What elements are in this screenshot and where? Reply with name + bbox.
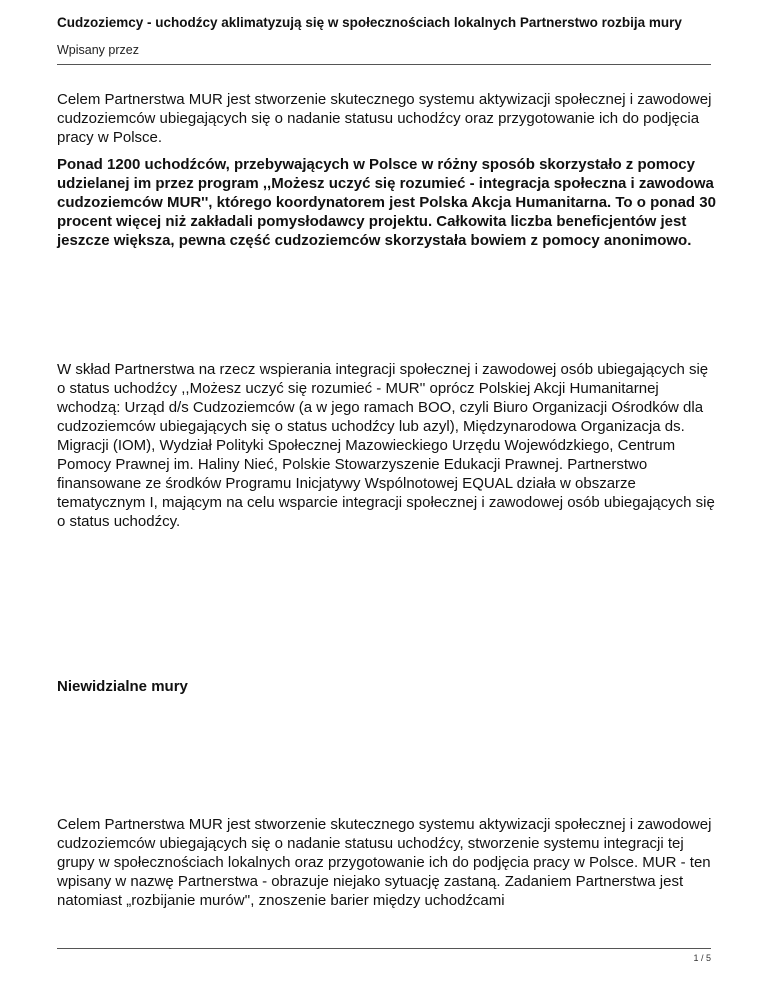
footer-divider: [57, 948, 711, 949]
page-number: 1 / 5: [693, 953, 711, 963]
goal-paragraph: Celem Partnerstwa MUR jest stworzenie skutecznego systemu aktywizacji społecznej i zawodowej cudzoziemców ubiegających się o nadanie statusu uchodźcy, stworzenie systemu integracji tej grupy w społecznościach lokalnych oraz przygotowanie ich do podjęcia pracy w Polsce. MUR - ten wpisany w nazwę Partnerstwa - obrazuje niejako sytuację zastaną. Zadaniem Partnerstwa jest natomiast „rozbijanie murów'', znoszenie barier między uchodźcami: [57, 816, 712, 909]
page-title: Cudzoziemcy - uchodźcy aklimatyzują się w społecznościach lokalnych Partnerstwo rozbija mury: [57, 15, 682, 30]
section-heading: Niewidzialne mury: [57, 678, 188, 695]
header-divider: [57, 64, 711, 65]
intro-paragraph: Celem Partnerstwa MUR jest stworzenie skutecznego systemu aktywizacji społecznej i zawodowej cudzoziemców ubiegających się o nadanie statusu uchodźcy oraz przygotowanie ich do podjęcia pracy w Polsce.: [57, 91, 712, 146]
lead-paragraph: Ponad 1200 uchodźców, przebywających w Polsce w różny sposób skorzystało z pomocy udzielanej im przez program ,,Możesz uczyć się rozumieć - integracja społeczna i zawodowa cudzoziemców MUR'', którego koordynatorem jest Polska Akcja Humanitarna. To o ponad 30 procent więcej niż zakładali pomysłodawcy projektu. Całkowita liczba beneficjentów jest jeszcze większa, pewna część cudzoziemców skorzystała bowiem z pomocy anonimowo.: [57, 156, 716, 249]
partnership-paragraph: W skład Partnerstwa na rzecz wspierania integracji społecznej i zawodowej osób ubiegających się o status uchodźcy ,,Możesz uczyć się rozumieć - MUR'' oprócz Polskiej Akcji Humanitarnej wchodzą: Urząd d/s Cudzoziemców (a w jego ramach BOO, czyli Biuro Organizacji Ośrodków dla cudzoziemców ubiegających się o status uchodźcy lub azyl), Międzynarodowa Organizacja ds. Migracji (IOM), Wydział Polityki Społecznej Mazowieckiego Urzędu Wojewódzkiego, Centrum Pomocy Prawnej im. Haliny Nieć, Polskie Stowarzyszenie Edukacji Prawnej. Partnerstwo finansowane ze środków Programu Inicjatywy Wspólnotowej EQUAL działa w obszarze tematycznym I, mającym na celu wsparcie integracji społecznej i zawodowej osób ubiegających się o status uchodźcy.: [57, 361, 715, 530]
author-line: Wpisany przez: [57, 43, 139, 57]
